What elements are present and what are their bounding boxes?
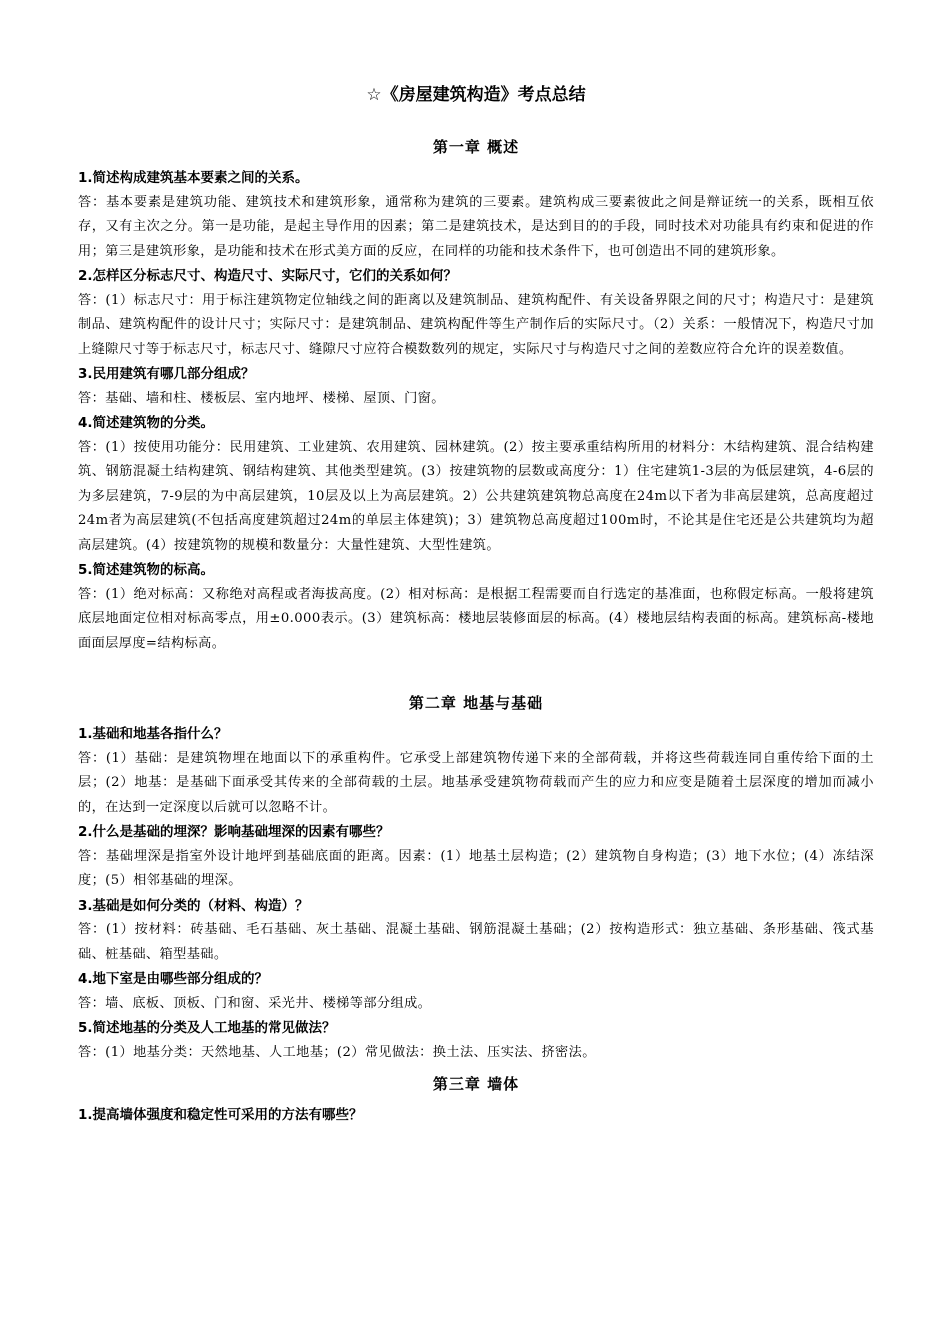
document-page [78, 78, 874, 1128]
question: 4.地下室是由哪些部分组成的？ [78, 971, 269, 987]
question: 1.简述构成建筑基本要素之间的关系。 [78, 170, 309, 186]
answer: 答：(1）地基分类：天然地基、人工地基；(2）常见做法：换土法、压实法、挤密法。 [78, 1044, 596, 1060]
question: 1.基础和地基各指什么？ [78, 726, 228, 742]
answer: 答：基础埋深是指室外设计地坪到基础底面的距离。因素：(1）地基土层构造；(2）建筑物自身构造；(3）地下水位；(4）冻结深度；(5）相邻基础的埋深。 [78, 848, 874, 888]
chapter-title: 第二章 地基与基础 [408, 694, 544, 712]
answer: 答：(1）绝对标高：又称绝对高程或者海拔高度。(2）相对标高：是根据工程需要而自行选定的基准面，也称假定标高。一般将建筑底层地面定位相对标高零点，用±0.000表示。(3）建筑标高：楼地层装修面层的标高。(4）楼地层结构表面的标高。建筑标高-楼地面面层厚度=结构标高。 [78, 586, 874, 651]
answer: 答：基础、墙和柱、楼板层、室内地坪、楼梯、屋顶、门窗。 [78, 390, 445, 406]
question: 4.简述建筑物的分类。 [78, 415, 215, 431]
document-title: ☆《房屋建筑构造》考点总结 [366, 85, 586, 105]
qa-list [78, 1103, 874, 1128]
answer: 答：(1）标志尺寸：用于标注建筑物定位轴线之间的距离以及建筑制品、建筑构配件、有关设备界限之间的尺寸；构造尺寸：是建筑制品、建筑构配件的设计尺寸；实际尺寸：是建筑制品、建筑构配件等生产制作后的实际尺寸。（2）关系：一般情况下，构造尺寸加上缝隙尺寸等于标志尺寸，标志尺寸、缝隙尺寸应符合模数数列的规定，实际尺寸与构造尺寸之间的差数应符合允许的误差数值。 [78, 292, 874, 357]
chapter-3 [78, 1073, 874, 1128]
qa-list [78, 722, 874, 1065]
question: 5.简述建筑物的标高。 [78, 562, 215, 578]
question: 2.怎样区分标志尺寸、构造尺寸、实际尺寸，它们的关系如何？ [78, 268, 458, 284]
qa-list [78, 166, 874, 656]
chapter-2 [78, 692, 874, 1065]
question: 3.基础是如何分类的（材料、构造）？ [78, 897, 309, 914]
question: 3.民用建筑有哪几部分组成？ [78, 366, 255, 382]
answer: 答：(1）按使用功能分：民用建筑、工业建筑、农用建筑、园林建筑。(2）按主要承重结构所用的材料分：木结构建筑、混合结构建筑、钢筋混凝土结构建筑、钢结构建筑、其他类型建筑。(3）按建筑物的层数或高度分：1）住宅建筑1-3层的为低层建筑，4-6层的为多层建筑，7-9层的为中高层建筑，10层及以上为高层建筑。2）公共建筑建筑物总高度在24m以下者为非高层建筑，总高度超过24m者为高层建筑(不包括高度建筑超过24m的单层主体建筑)；3）建筑物总高度超过100m时，不论其是住宅还是公共建筑均为超高层建筑。(4）按建筑物的规模和数量分：大量性建筑、大型性建筑。 [78, 439, 874, 553]
answer: 答：墙、底板、顶板、门和窗、采光井、楼梯等部分组成。 [78, 995, 432, 1011]
chapter-title: 第三章 墙体 [432, 1075, 520, 1093]
chapter-1 [78, 136, 874, 656]
question: 1.提高墙体强度和稳定性可采用的方法有哪些？ [78, 1107, 363, 1123]
question: 5.简述地基的分类及人工地基的常见做法？ [78, 1020, 336, 1036]
question: 2.什么是基础的埋深？影响基础埋深的因素有哪些？ [78, 824, 390, 840]
answer: 答：基本要素是建筑功能、建筑技术和建筑形象，通常称为建筑的三要素。建筑构成三要素彼此之间是辩证统一的关系，既相互依存，又有主次之分。第一是功能，是起主导作用的因素；第二是建筑技术，是达到目的的手段，同时技术对功能具有约束和促进的作用；第三是建筑形象，是功能和技术在形式美方面的反应，在同样的功能和技术条件下，也可创造出不同的建筑形象。 [78, 194, 874, 259]
chapter-title: 第一章 概述 [432, 138, 520, 156]
answer: 答：(1）按材料：砖基础、毛石基础、灰土基础、混凝土基础、钢筋混凝土基础；(2）按构造形式：独立基础、条形基础、筏式基础、桩基础、箱型基础。 [78, 922, 874, 962]
answer: 答：(1）基础：是建筑物埋在地面以下的承重构件。它承受上部建筑物传递下来的全部荷载，并将这些荷载连同自重传给下面的土层；(2）地基：是基础下面承受其传来的全部荷载的土层。地基承受建筑物荷载而产生的应力和应变是随着土层深度的增加而减小的，在达到一定深度以后就可以忽略不计。 [78, 750, 874, 815]
